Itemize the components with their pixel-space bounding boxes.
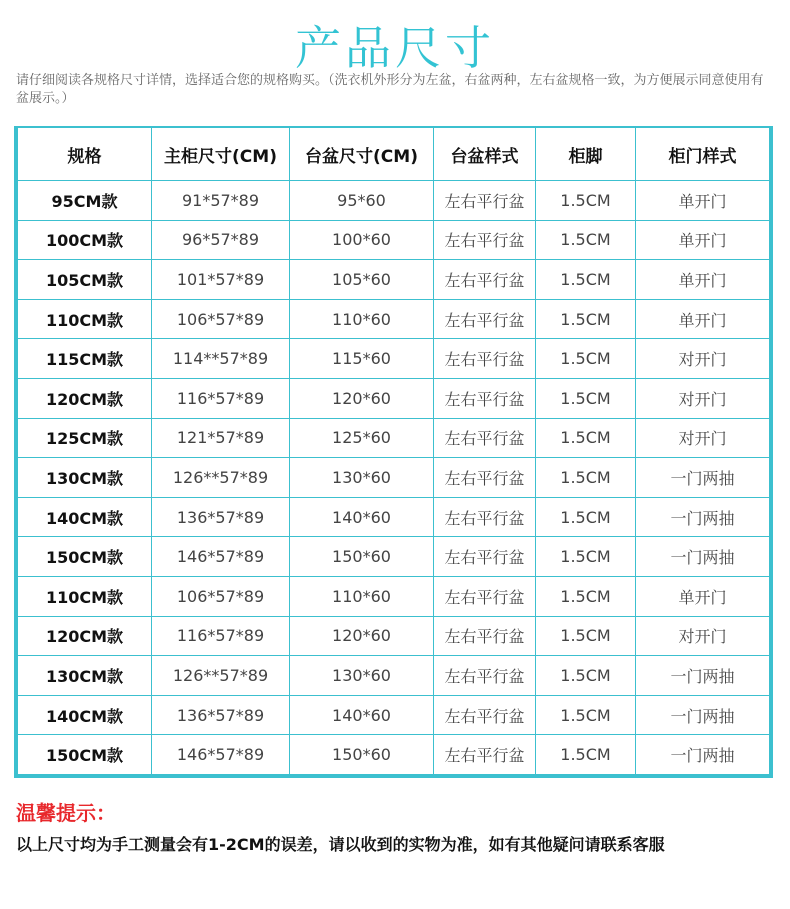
cell-basin-style: 左右平行盆 [434,695,536,735]
cell-basin-style: 左右平行盆 [434,418,536,458]
cell-basin-size: 95*60 [290,181,434,221]
cell-spec: 105CM款 [18,260,152,300]
cell-door-style: 一门两抽 [636,656,770,696]
cell-basin-size: 100*60 [290,220,434,260]
cell-basin-size: 120*60 [290,378,434,418]
cell-door-style: 对开门 [636,418,770,458]
cell-door-style: 单开门 [636,220,770,260]
header-cabinet-feet: 柜脚 [536,127,636,181]
cell-basin-size: 140*60 [290,497,434,537]
cell-spec: 110CM款 [18,299,152,339]
header-spec: 规格 [18,127,152,181]
cell-door-style: 一门两抽 [636,458,770,498]
cell-cabinet-size: 101*57*89 [152,260,290,300]
description-text: 请仔细阅读各规格尺寸详情，选择适合您的规格购买。（洗衣机外形分为左盆，右盆两种，左右盆规格一致，为方便展示同意使用有盆展示。） [16,73,764,106]
cell-spec: 120CM款 [18,616,152,656]
cell-basin-size: 130*60 [290,656,434,696]
table-row [18,576,770,616]
header-door-style: 柜门样式 [636,127,770,181]
cell-cabinet-feet: 1.5CM [536,220,636,260]
cell-cabinet-feet: 1.5CM [536,576,636,616]
table-row [18,735,770,775]
cell-door-style: 一门两抽 [636,497,770,537]
table-row [18,260,770,300]
table-row [18,220,770,260]
cell-door-style: 对开门 [636,616,770,656]
cell-spec: 95CM款 [18,181,152,221]
cell-door-style: 一门两抽 [636,695,770,735]
cell-cabinet-size: 91*57*89 [152,181,290,221]
header-basin-style: 台盆样式 [434,127,536,181]
cell-cabinet-feet: 1.5CM [536,181,636,221]
table-row [18,299,770,339]
cell-spec: 100CM款 [18,220,152,260]
cell-door-style: 单开门 [636,260,770,300]
cell-basin-style: 左右平行盆 [434,537,536,577]
cell-basin-style: 左右平行盆 [434,181,536,221]
table-row [18,497,770,537]
page-title: 产品尺寸 [295,21,495,75]
cell-cabinet-feet: 1.5CM [536,616,636,656]
table-body [18,181,770,775]
cell-basin-size: 120*60 [290,616,434,656]
table-row [18,418,770,458]
tip-title: 温馨提示： [16,801,116,825]
cell-basin-size: 115*60 [290,339,434,379]
cell-spec: 150CM款 [18,735,152,775]
table-row [18,378,770,418]
cell-door-style: 对开门 [636,339,770,379]
cell-door-style: 单开门 [636,299,770,339]
cell-spec: 115CM款 [18,339,152,379]
cell-cabinet-feet: 1.5CM [536,339,636,379]
cell-cabinet-size: 116*57*89 [152,378,290,418]
cell-door-style: 单开门 [636,181,770,221]
cell-spec: 110CM款 [18,576,152,616]
cell-basin-size: 130*60 [290,458,434,498]
cell-door-style: 一门两抽 [636,537,770,577]
cell-cabinet-size: 116*57*89 [152,616,290,656]
cell-cabinet-feet: 1.5CM [536,458,636,498]
cell-cabinet-feet: 1.5CM [536,299,636,339]
cell-spec: 130CM款 [18,656,152,696]
cell-spec: 120CM款 [18,378,152,418]
cell-basin-size: 140*60 [290,695,434,735]
table-row [18,695,770,735]
table-row [18,656,770,696]
cell-cabinet-size: 136*57*89 [152,695,290,735]
table-row [18,181,770,221]
cell-spec: 140CM款 [18,695,152,735]
cell-door-style: 一门两抽 [636,735,770,775]
cell-cabinet-size: 126**57*89 [152,656,290,696]
cell-basin-size: 125*60 [290,418,434,458]
size-table-container [14,126,773,778]
cell-basin-style: 左右平行盆 [434,656,536,696]
cell-basin-size: 105*60 [290,260,434,300]
cell-basin-style: 左右平行盆 [434,735,536,775]
cell-basin-style: 左右平行盆 [434,378,536,418]
header-cabinet-size: 主柜尺寸(CM) [152,127,290,181]
table-row [18,458,770,498]
table-row [18,339,770,379]
cell-cabinet-size: 114**57*89 [152,339,290,379]
cell-basin-size: 150*60 [290,537,434,577]
cell-cabinet-feet: 1.5CM [536,418,636,458]
cell-door-style: 对开门 [636,378,770,418]
cell-cabinet-size: 121*57*89 [152,418,290,458]
cell-spec: 140CM款 [18,497,152,537]
cell-basin-style: 左右平行盆 [434,260,536,300]
cell-cabinet-feet: 1.5CM [536,537,636,577]
cell-door-style: 单开门 [636,576,770,616]
cell-basin-style: 左右平行盆 [434,458,536,498]
cell-cabinet-size: 106*57*89 [152,299,290,339]
cell-cabinet-size: 126**57*89 [152,458,290,498]
header-basin-size: 台盆尺寸(CM) [290,127,434,181]
cell-basin-style: 左右平行盆 [434,339,536,379]
cell-spec: 150CM款 [18,537,152,577]
cell-basin-size: 110*60 [290,576,434,616]
cell-basin-size: 150*60 [290,735,434,775]
cell-cabinet-feet: 1.5CM [536,735,636,775]
cell-spec: 125CM款 [18,418,152,458]
cell-cabinet-feet: 1.5CM [536,695,636,735]
cell-cabinet-feet: 1.5CM [536,497,636,537]
cell-cabinet-size: 136*57*89 [152,497,290,537]
cell-basin-style: 左右平行盆 [434,299,536,339]
table-row [18,537,770,577]
table-header-row [18,127,770,181]
cell-basin-style: 左右平行盆 [434,576,536,616]
cell-cabinet-size: 106*57*89 [152,576,290,616]
cell-cabinet-size: 96*57*89 [152,220,290,260]
tip-text: 以上尺寸均为手工测量会有1-2CM的误差，请以收到的实物为准，如有其他疑问请联系客服 [16,835,665,854]
cell-cabinet-size: 146*57*89 [152,735,290,775]
cell-spec: 130CM款 [18,458,152,498]
cell-cabinet-feet: 1.5CM [536,378,636,418]
cell-basin-style: 左右平行盆 [434,497,536,537]
cell-cabinet-feet: 1.5CM [536,260,636,300]
cell-cabinet-size: 146*57*89 [152,537,290,577]
size-table [17,126,770,775]
cell-basin-style: 左右平行盆 [434,220,536,260]
cell-basin-size: 110*60 [290,299,434,339]
cell-cabinet-feet: 1.5CM [536,656,636,696]
cell-basin-style: 左右平行盆 [434,616,536,656]
table-row [18,616,770,656]
